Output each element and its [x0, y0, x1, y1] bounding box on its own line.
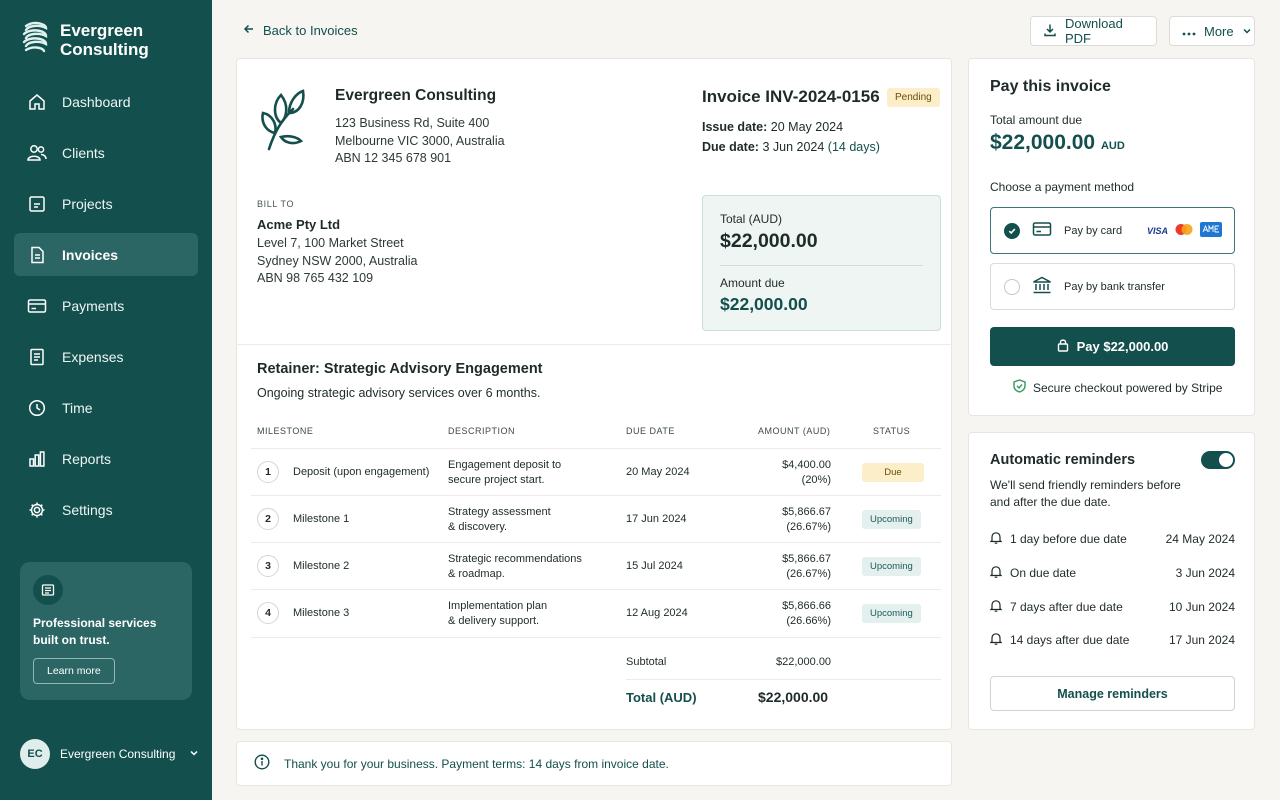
radio-selected[interactable] [1004, 223, 1020, 239]
invoice-summary-box [702, 195, 941, 331]
sidebar-item-label: Payments [62, 297, 125, 314]
reminder-label: 7 days after due date [1010, 600, 1123, 614]
section-divider [237, 344, 951, 345]
milestone-number: 4 [257, 602, 279, 624]
pay-by-bank-label: Pay by bank transfer [1064, 280, 1165, 293]
status-badge: Upcoming [862, 557, 921, 576]
pay-invoice-card [968, 58, 1255, 416]
bill-to-abn: ABN 98 765 432 109 [257, 271, 374, 285]
grand-total-label: Total (AUD) [626, 690, 697, 705]
leaf-logo-icon [259, 87, 307, 156]
milestone-number: 1 [257, 461, 279, 483]
col-header-amount: AMOUNT (AUD) [758, 426, 831, 436]
more-label: More [1204, 23, 1234, 39]
sidebar [0, 0, 212, 800]
card-brand-logos [1147, 222, 1222, 240]
milestone-name: Milestone 1 [293, 513, 350, 525]
bank-icon [1032, 276, 1052, 297]
download-icon [1043, 23, 1057, 40]
total-amount-due-label: Total amount due [990, 113, 1083, 127]
manage-reminders-button[interactable]: Manage reminders [990, 676, 1235, 711]
receipt-icon [27, 347, 47, 367]
avatar: EC [20, 739, 50, 769]
currency-code: AUD [1100, 140, 1125, 152]
reminders-title: Automatic reminders [990, 452, 1136, 468]
reminder-item [990, 565, 1235, 581]
subtotal-value: $22,000.00 [776, 656, 832, 668]
brand-name-line1: Evergreen [60, 20, 144, 40]
description-line2: & roadmap. [448, 568, 505, 580]
from-address-line1: 123 Business Rd, Suite 400 [335, 116, 490, 130]
milestone-due-date: 15 Jul 2024 [626, 560, 683, 572]
milestone-amount [782, 458, 831, 488]
milestone-name: Milestone 2 [293, 560, 350, 572]
project-title: Retainer: Strategic Advisory Engagement [257, 361, 543, 377]
description-line2: & delivery support. [448, 615, 540, 627]
radio-unselected[interactable] [1004, 279, 1020, 295]
brand-name-line2: Consulting [60, 39, 149, 59]
totals-divider [626, 679, 941, 680]
payment-method-label: Choose a payment method [990, 180, 1135, 194]
due-in-days: (14 days) [827, 140, 880, 154]
subtotal-label: Subtotal [626, 656, 667, 668]
status-badge: Due [862, 463, 924, 482]
users-icon [27, 143, 47, 163]
reminder-item [990, 531, 1235, 547]
milestone-due-date: 12 Aug 2024 [626, 607, 688, 619]
pay-by-card-option[interactable] [990, 207, 1235, 254]
lock-icon [1057, 338, 1069, 355]
table-row[interactable] [251, 589, 941, 636]
summary-due-label: Amount due [720, 276, 785, 290]
milestone-due-date: 20 May 2024 [626, 466, 690, 478]
bar-chart-icon [27, 449, 47, 469]
table-bottom-border [251, 637, 941, 638]
arrow-left-icon [243, 23, 255, 38]
summary-total: $22,000.00 [720, 230, 818, 252]
due-date-label: Due date: [702, 140, 759, 154]
sidebar-item-clients[interactable] [14, 131, 198, 174]
visa-logo-icon: VISA [1146, 225, 1168, 236]
summary-divider [720, 265, 923, 266]
milestone-name: Milestone 3 [293, 607, 350, 619]
milestone-name: Deposit (upon engagement) [293, 466, 430, 478]
reminders-toggle[interactable] [1201, 451, 1235, 469]
account-name: Evergreen Consulting [60, 747, 176, 761]
milestone-description [448, 505, 551, 535]
bill-to-name: Acme Pty Ltd [257, 217, 341, 232]
home-icon [27, 92, 47, 112]
reminder-item [990, 599, 1235, 615]
sidebar-item-settings[interactable] [14, 488, 198, 531]
promo-text-line1: Professional services [33, 616, 157, 630]
reminders-subtitle: We'll send friendly reminders before and after the due date. [990, 478, 1181, 509]
invoice-card [236, 58, 952, 730]
description-line2: secure project start. [448, 474, 545, 486]
invoice-title: Invoice INV-2024-0156 [702, 87, 880, 106]
chevron-down-icon [189, 747, 199, 761]
issue-date: 20 May 2024 [770, 120, 844, 134]
reminder-date: 10 Jun 2024 [1168, 600, 1235, 614]
reminder-label: On due date [1010, 566, 1077, 580]
payment-terms-notice [236, 741, 952, 786]
description-line1: Implementation plan [448, 600, 548, 612]
invoice-from [335, 87, 505, 168]
sidebar-item-label: Reports [62, 450, 112, 467]
reminder-date: 3 Jun 2024 [1175, 566, 1235, 580]
info-icon [254, 754, 270, 773]
credit-card-icon [1032, 221, 1052, 240]
reminder-date: 24 May 2024 [1165, 532, 1235, 546]
mastercard-logo-icon [1174, 223, 1194, 239]
bell-icon [990, 599, 1002, 615]
bell-icon [990, 632, 1002, 648]
description-line1: Strategic recommendations [448, 553, 582, 565]
reminder-label: 14 days after due date [1010, 633, 1130, 647]
status-badge: Upcoming [862, 510, 921, 529]
col-header-due-date: DUE DATE [626, 426, 675, 436]
sidebar-nav [14, 80, 198, 539]
sidebar-item-time[interactable] [14, 386, 198, 429]
milestone-amount [782, 505, 831, 535]
reminder-date: 17 Jun 2024 [1168, 633, 1235, 647]
milestone-description [448, 552, 582, 582]
sidebar-item-invoices[interactable] [14, 233, 198, 276]
milestone-number: 2 [257, 508, 279, 530]
back-link-label: Back to Invoices [263, 23, 358, 38]
promo-card [20, 562, 192, 700]
status-badge: Upcoming [862, 604, 921, 623]
milestone-description [448, 599, 547, 629]
bill-to [257, 217, 418, 288]
milestone-description [448, 458, 561, 488]
more-menu-button[interactable] [1169, 16, 1255, 46]
invoice-dates [702, 117, 880, 157]
notice-text: Thank you for your business. Payment terms: 14 days from invoice date. [284, 756, 669, 771]
document-icon [27, 245, 47, 265]
gear-icon [27, 500, 47, 520]
bill-to-address-line1: Level 7, 100 Market Street [257, 236, 404, 250]
reminder-label: 1 day before due date [1010, 532, 1127, 546]
sidebar-item-label: Dashboard [62, 93, 131, 110]
milestone-number: 3 [257, 555, 279, 577]
col-header-status: STATUS [873, 426, 911, 436]
secure-checkout-note [1013, 379, 1222, 396]
status-badge: Pending [887, 88, 940, 107]
table-row[interactable] [251, 495, 941, 542]
bell-icon [990, 531, 1002, 547]
milestone-due-date: 17 Jun 2024 [626, 513, 687, 525]
clock-icon [27, 398, 47, 418]
back-to-invoices-link[interactable] [243, 23, 358, 38]
automatic-reminders-card [968, 432, 1255, 730]
issue-date-label: Issue date: [702, 120, 768, 134]
description-line1: Strategy assessment [448, 506, 551, 518]
download-pdf-button[interactable] [1030, 16, 1157, 46]
from-abn: ABN 12 345 678 901 [335, 151, 452, 165]
amount-percent: (26.66%) [786, 615, 831, 627]
bill-to-address-line2: Sydney NSW 2000, Australia [257, 253, 418, 268]
pay-by-bank-option[interactable] [990, 263, 1235, 310]
milestone-amount [782, 552, 831, 582]
sidebar-item-expenses[interactable] [14, 335, 198, 378]
description-line1: Engagement deposit to [448, 459, 562, 471]
amount-value: $5,866.67 [782, 553, 831, 565]
amount-value: $22,000.00 [990, 131, 1096, 154]
sidebar-item-label: Expenses [62, 348, 124, 365]
reminder-item [990, 632, 1235, 648]
sidebar-item-label: Projects [62, 195, 113, 212]
sidebar-item-reports[interactable] [14, 437, 198, 480]
pay-title: Pay this invoice [990, 78, 1111, 95]
table-row[interactable] [251, 448, 941, 495]
bill-to-label: BILL TO [257, 199, 295, 209]
learn-more-button[interactable]: Learn more [33, 658, 115, 684]
sidebar-item-dashboard[interactable] [14, 80, 198, 123]
sidebar-item-projects[interactable] [14, 182, 198, 225]
milestone-amount [782, 599, 831, 629]
amount-value: $4,400.00 [782, 459, 831, 471]
shield-check-icon [1013, 379, 1026, 396]
folder-icon [27, 194, 47, 214]
summary-total-label: Total (AUD) [720, 212, 783, 226]
sidebar-item-label: Invoices [62, 246, 119, 263]
amount-value: $5,866.66 [782, 600, 831, 612]
amount-percent: (20%) [801, 474, 831, 486]
pay-now-button[interactable] [990, 327, 1235, 366]
secure-checkout-text: Secure checkout powered by Stripe [1033, 380, 1223, 395]
project-subtitle: Ongoing strategic advisory services over 6 months. [257, 386, 541, 400]
more-dots-icon [1182, 24, 1196, 39]
amount-percent: (26.67%) [786, 521, 831, 533]
description-line2: & discovery. [448, 521, 508, 533]
from-address-line2: Melbourne VIC 3000, Australia [335, 133, 505, 148]
sidebar-item-label: Time [62, 399, 93, 416]
from-company-name: Evergreen Consulting [335, 87, 497, 104]
brand-logo[interactable] [20, 20, 149, 59]
pay-button-label: Pay $22,000.00 [1076, 339, 1169, 354]
credit-card-icon [27, 296, 47, 316]
due-date: 3 Jun 2024 [762, 140, 825, 154]
sidebar-item-payments[interactable] [14, 284, 198, 327]
total-amount-due [990, 131, 1125, 155]
amount-value: $5,866.67 [782, 506, 831, 518]
brand-mark-icon [20, 20, 50, 59]
sidebar-item-label: Clients [62, 144, 105, 161]
col-header-milestone: MILESTONE [257, 426, 314, 436]
col-header-description: DESCRIPTION [448, 426, 516, 436]
account-switcher[interactable] [20, 739, 199, 769]
newsletter-icon [33, 575, 63, 605]
grand-total-value: $22,000.00 [758, 689, 829, 705]
amex-logo-icon [1200, 222, 1222, 240]
bell-icon [990, 565, 1002, 581]
summary-amount-due: $22,000.00 [720, 294, 808, 314]
chevron-down-icon [1242, 24, 1252, 39]
promo-text-line2: built on trust. [33, 633, 110, 647]
sidebar-item-label: Settings [62, 501, 113, 518]
table-row[interactable] [251, 542, 941, 589]
pay-by-card-label: Pay by card [1064, 224, 1123, 237]
download-pdf-label: Download PDF [1065, 16, 1123, 46]
amount-percent: (26.67%) [786, 568, 831, 580]
